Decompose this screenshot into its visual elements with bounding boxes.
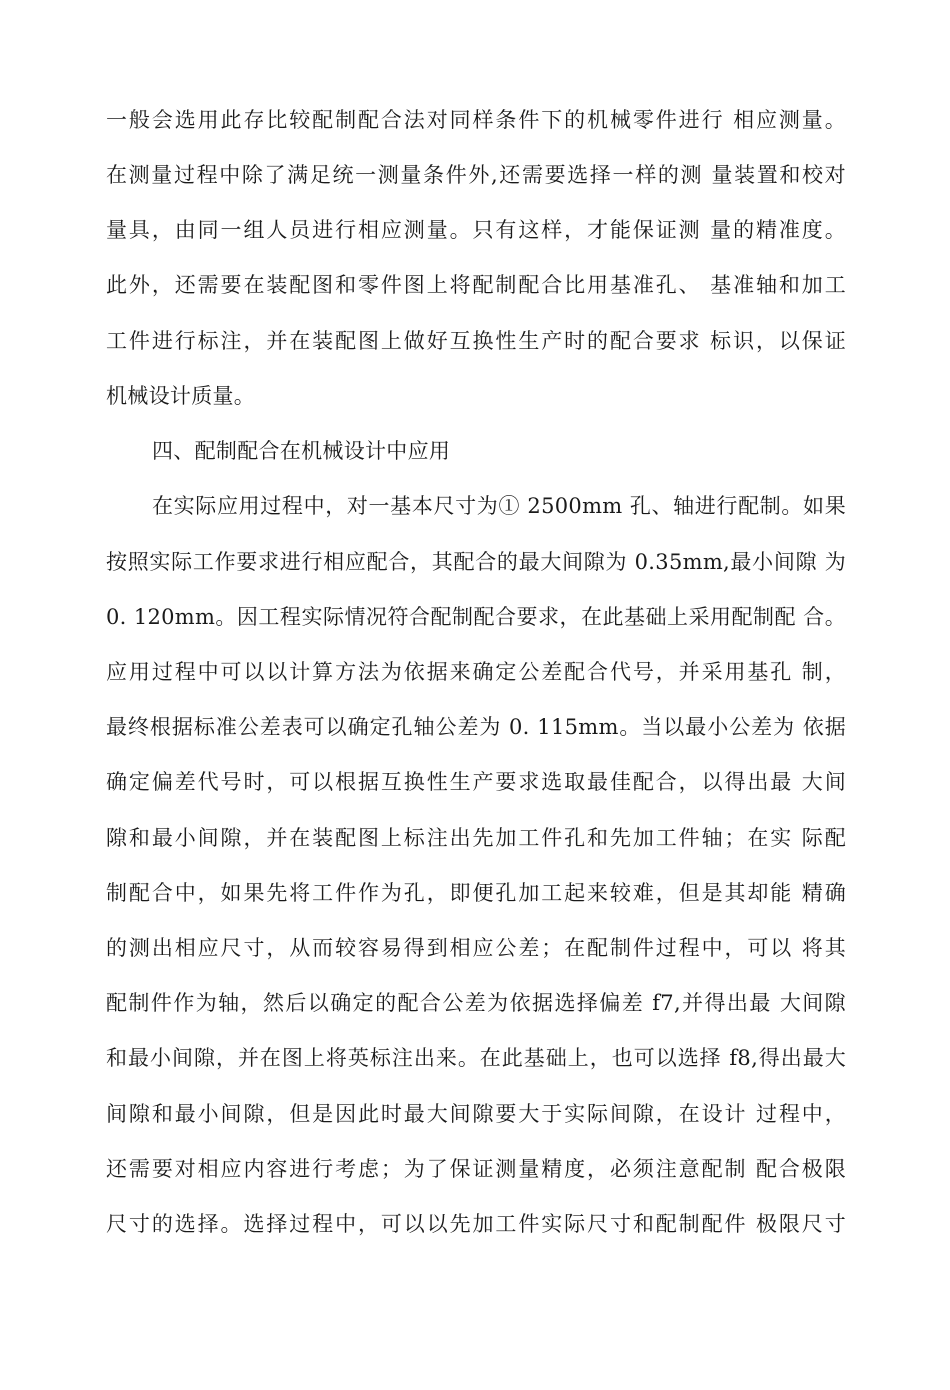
text-line-5: 工件进行标注，并在装配图上做好互换性生产时的配合要求 标识，以保证 [106,329,846,353]
text-line-14: 隙和最小间隙，并在装配图上标注出先加工件孔和先加工件轴；在实 际配 [106,826,846,850]
text-line-9: 按照实际工作要求进行相应配合，其配合的最大间隙为 0.35mm,最小间隙 为 [106,550,846,574]
text-line-20: 还需要对相应内容进行考虑；为了保证测量精度，必须注意配制 配合极限 [106,1157,846,1181]
text-line-4: 此外，还需要在装配图和零件图上将配制配合比用基准孔、 基准轴和加工 [106,273,846,297]
text-line-17: 配制件作为轴，然后以确定的配合公差为依据选择偏差 f7,并得出最 大间隙 [106,991,846,1015]
text-line-2: 在测量过程中除了满足统一测量条件外,还需要选择一样的测 量装置和校对 [106,163,846,187]
text-line-1: 一般会选用此存比较配制配合法对同样条件下的机械零件进行 相应测量。 [106,108,846,132]
section-heading: 四、配制配合在机械设计中应用 [152,439,451,463]
text-line-11: 应用过程中可以以计算方法为依据来确定公差配合代号，并采用基孔 制， [106,660,846,684]
text-line-13: 确定偏差代号时，可以根据互换性生产要求选取最佳配合，以得出最 大间 [106,770,846,794]
text-line-18: 和最小间隙，并在图上将英标注出来。在此基础上，也可以选择 f8,得出最大 [106,1046,846,1070]
text-line-8: 在实际应用过程中，对一基本尺寸为① 2500mm 孔、轴进行配制。如果 [152,494,846,518]
text-line-19: 间隙和最小间隙，但是因此时最大间隙要大于实际间隙，在设计 过程中， [106,1102,846,1126]
text-line-15: 制配合中，如果先将工件作为孔，即便孔加工起来较难，但是其却能 精确 [106,881,846,905]
text-line-12: 最终根据标准公差表可以确定孔轴公差为 0. 115mm。当以最小公差为 依据 [106,715,846,739]
text-line-21: 尺寸的选择。选择过程中，可以以先加工件实际尺寸和配制配件 极限尺寸 [106,1212,846,1236]
text-line-3: 量具，由同一组人员进行相应测量。只有这样，才能保证测 量的精准度。 [106,218,846,242]
text-line-10: 0. 120mm。因工程实际情况符合配制配合要求，在此基础上采用配制配 合。 [106,605,846,629]
text-line-6: 机械设计质量。 [106,384,256,408]
text-line-16: 的测出相应尺寸，从而较容易得到相应公差；在配制件过程中，可以 将其 [106,936,846,960]
